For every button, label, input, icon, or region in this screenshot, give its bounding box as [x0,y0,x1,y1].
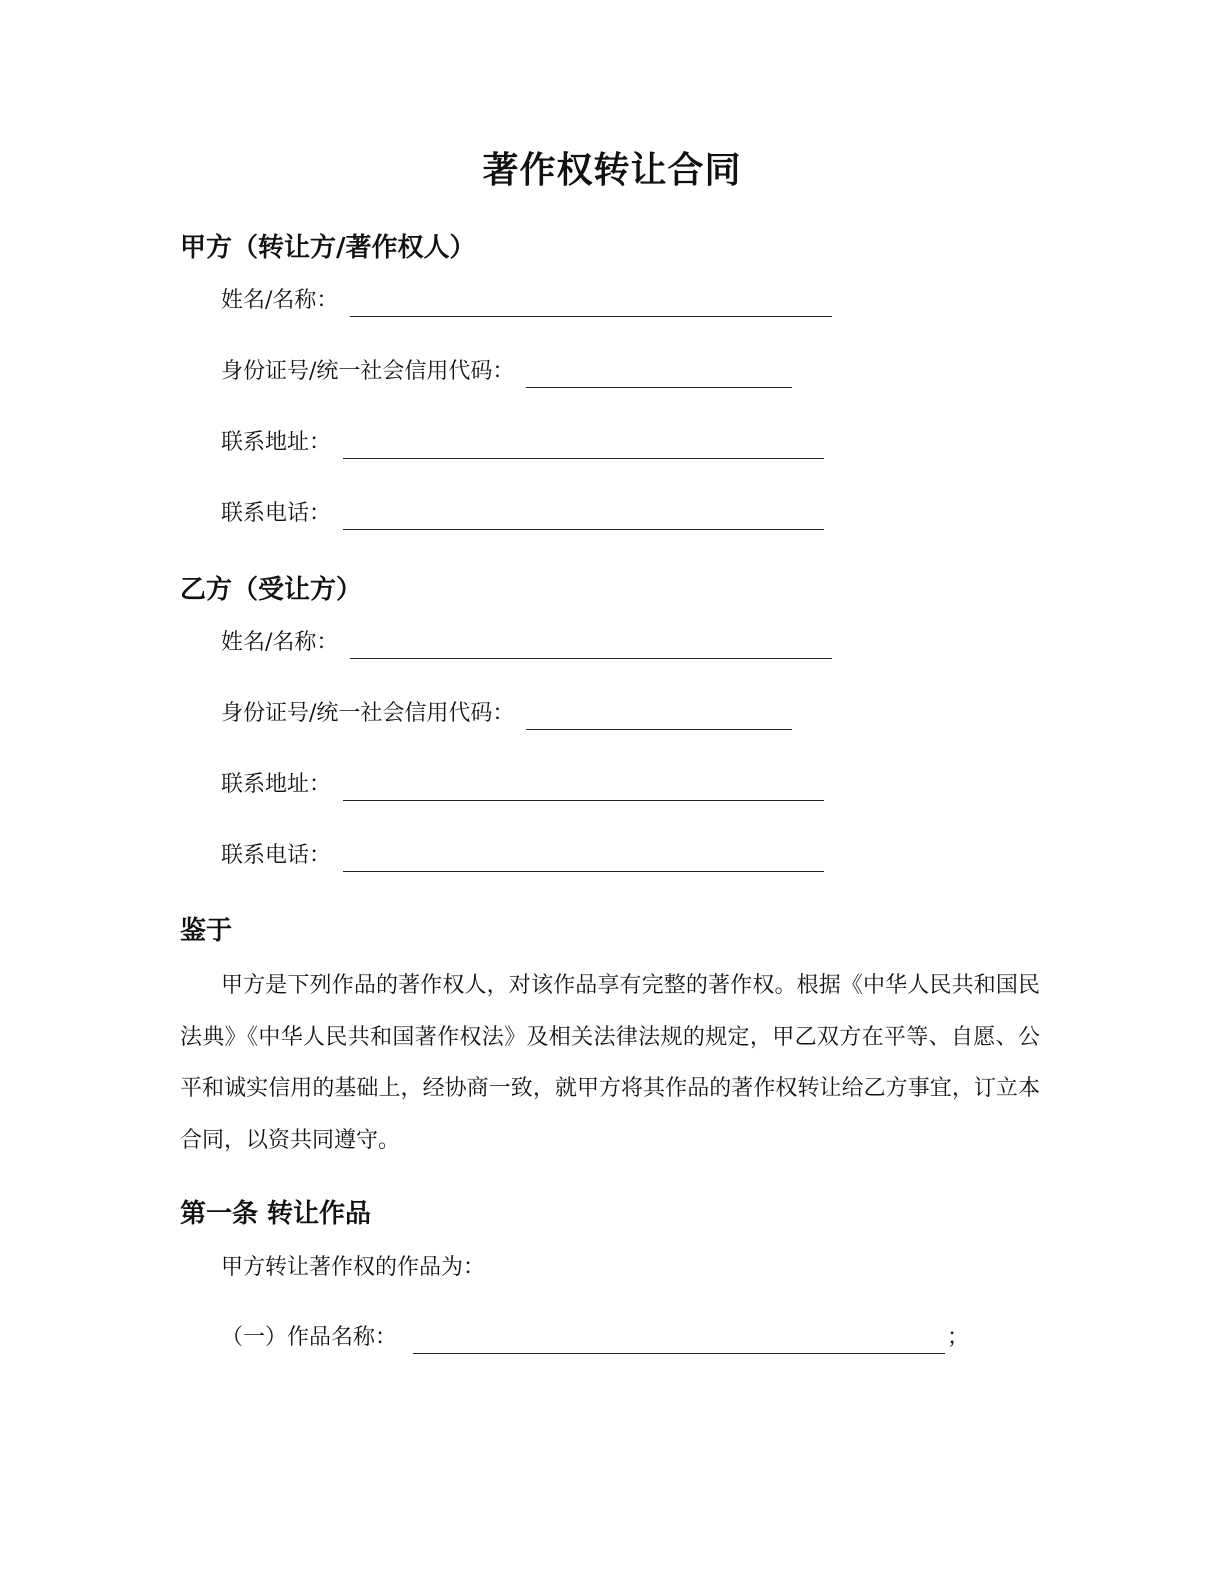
field-tail: ； [947,1325,970,1350]
party-b-address-field [221,769,824,801]
intro-text: 甲方转让著作权的作品为： [221,1255,486,1280]
party-a-id-field [221,356,792,388]
fill-in-blank[interactable] [343,776,824,801]
field-label: 姓名/名称： [221,630,339,655]
field-label: 联系地址： [221,430,332,455]
document-title: 著作权转让合同 [482,150,742,191]
fill-in-blank[interactable] [526,363,792,388]
party-a-heading: 甲方（转让方/著作权人） [180,233,476,263]
field-label: 联系电话： [221,501,332,526]
party-a-address-field [221,427,824,459]
party-b-heading: 乙方（受让方） [180,575,363,605]
article-1-intro [221,1252,485,1284]
fill-in-blank[interactable] [526,705,792,730]
fill-in-blank[interactable] [413,1329,945,1354]
party-a-name-field [221,285,832,317]
party-a-phone-field [221,498,824,530]
article-1-heading: 第一条 转让作品 [180,1199,372,1229]
whereas-paragraph: 甲方是下列作品的著作权人，对该作品享有完整的著作权。根据《中华人民共和国民法典》《中华人民共和国著作权法》及相关法律法规的规定，甲乙双方在平等、自愿、公平和诚实信用的基础上，经协商一致，就甲方将其作品的著作权转让给乙方事宜，订立本合同，以资共同遵守。 [180,973,1040,1153]
whereas-heading: 鉴于 [180,916,233,946]
fill-in-blank[interactable] [350,292,832,317]
fill-in-blank[interactable] [343,505,824,530]
field-label: （一）作品名称： [221,1325,398,1350]
field-label: 联系电话： [221,843,332,868]
field-label: 联系地址： [221,772,332,797]
fill-in-blank[interactable] [343,847,824,872]
fill-in-blank[interactable] [343,434,824,459]
party-b-id-field [221,698,792,730]
field-label: 身份证号/统一社会信用代码： [221,359,515,384]
fill-in-blank[interactable] [350,634,832,659]
field-label: 身份证号/统一社会信用代码： [221,701,515,726]
field-label: 姓名/名称： [221,288,339,313]
party-b-phone-field [221,840,824,872]
party-b-name-field [221,627,832,659]
work-name-field [221,1322,969,1354]
